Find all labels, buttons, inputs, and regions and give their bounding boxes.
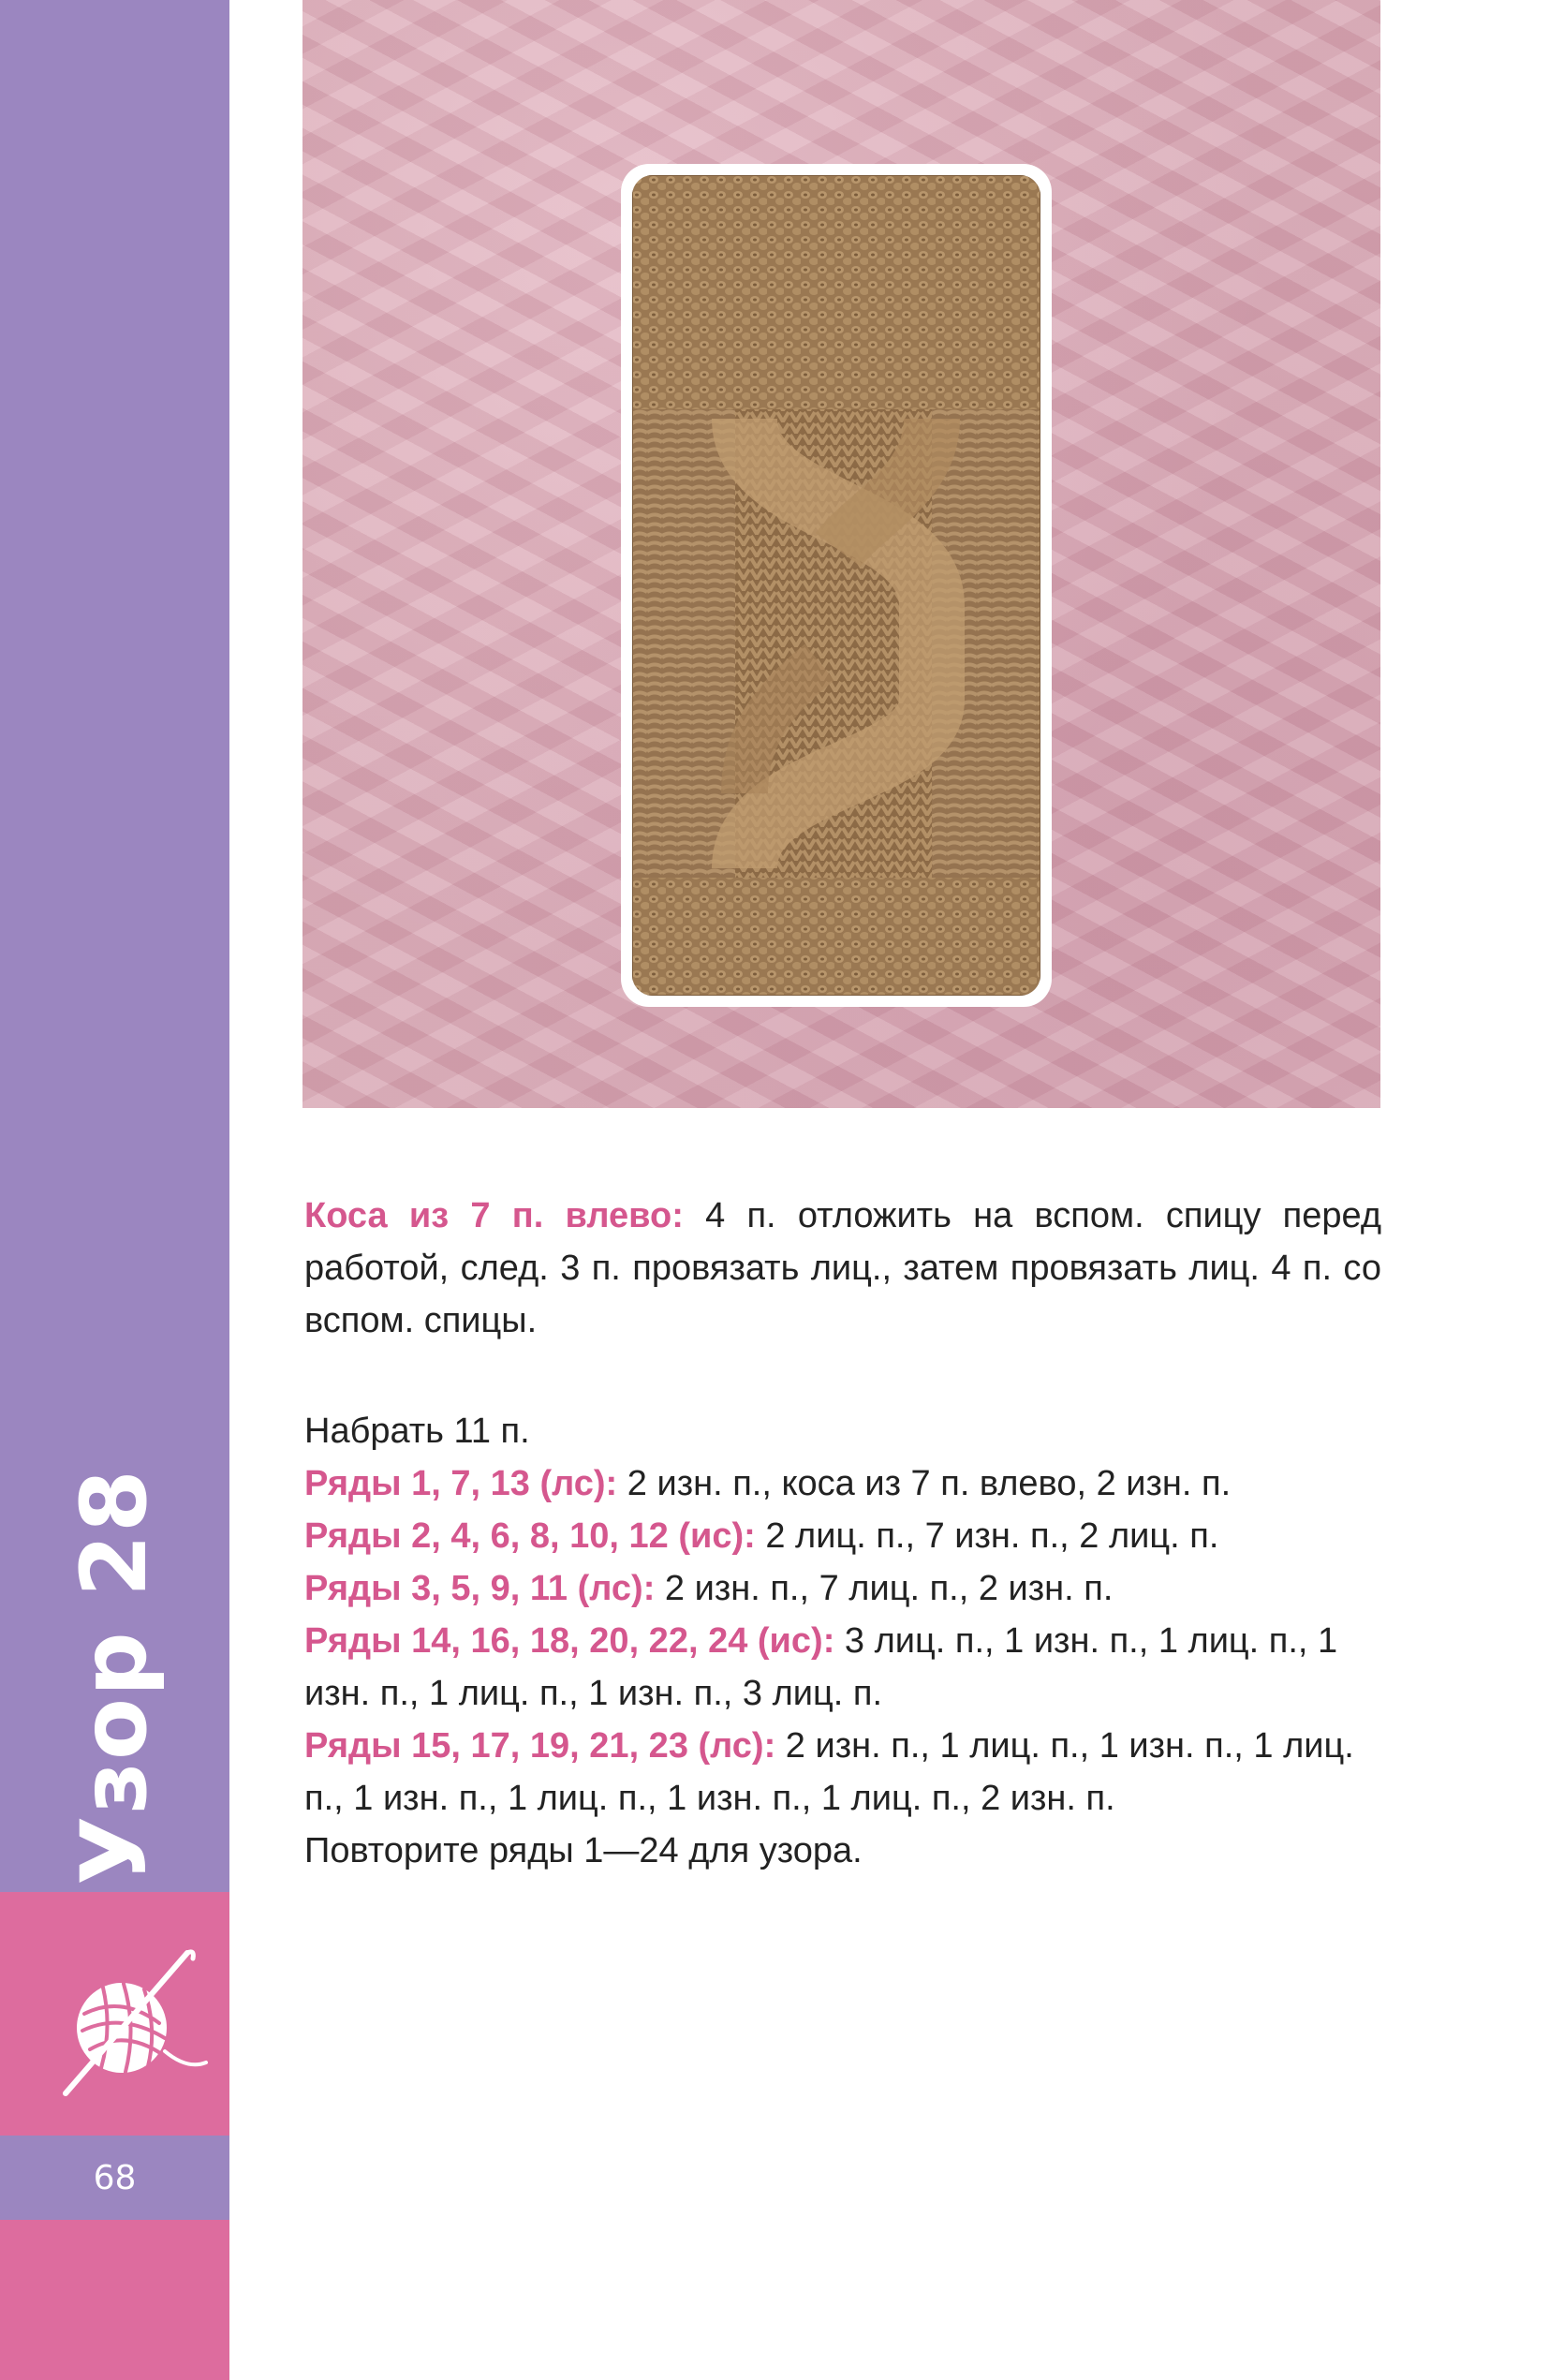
page-number: 68 (93, 2158, 137, 2197)
sidebar-bottom-band (0, 2220, 229, 2380)
pattern-title: Узор 28 (62, 1468, 167, 1885)
row-instruction (304, 1510, 1381, 1562)
cable-definition-term: Коса из 7 п. влево: (304, 1196, 684, 1235)
row-label: Ряды 15, 17, 19, 21, 23 (лс): (304, 1726, 776, 1766)
page-number-bar (0, 2136, 229, 2220)
row-instruction (304, 1562, 1381, 1615)
row-text: 2 лиц. п., 7 изн. п., 2 лиц. п. (755, 1516, 1219, 1556)
cast-on-line: Набрать 11 п. (304, 1412, 530, 1451)
repeat-line: Повторите ряды 1—24 для узора. (304, 1831, 863, 1870)
row-text: 2 изн. п., 7 лиц. п., 2 изн. п. (655, 1569, 1114, 1608)
knit-swatch-photo (621, 164, 1052, 1007)
row-label: Ряды 14, 16, 18, 20, 22, 24 (ис): (304, 1621, 835, 1661)
row-label: Ряды 3, 5, 9, 11 (лс): (304, 1569, 656, 1608)
pattern-instructions (304, 1190, 1381, 1877)
row-instruction (304, 1615, 1381, 1720)
yarn-ball-crochet-hook-icon (47, 1939, 215, 2107)
row-text: 2 изн. п., 1 лиц. п., 1 изн. п., 1 лиц. п., 1 изн. п., 1 лиц. п., 1 изн. п., 1 лиц. п., 2 изн. п. (304, 1726, 1354, 1818)
row-instruction (304, 1720, 1381, 1825)
row-text: 2 изн. п., коса из 7 п. влево, 2 изн. п. (617, 1464, 1232, 1503)
row-label: Ряды 2, 4, 6, 8, 10, 12 (ис): (304, 1516, 756, 1556)
sidebar-logo-band (0, 1892, 229, 2136)
cable-definition (304, 1190, 1381, 1347)
sidebar-band (0, 0, 229, 1892)
row-instruction (304, 1457, 1381, 1510)
cable-definition-text: 4 п. отложить на вспом. спицу перед работой, след. 3 п. провязать лиц., затем провязать лиц. 4 п. со вспом. спицы. (304, 1196, 1381, 1340)
row-text: 3 лиц. п., 1 изн. п., 1 лиц. п., 1 изн. п., 1 лиц. п., 1 изн. п., 3 лиц. п. (304, 1621, 1338, 1713)
row-label: Ряды 1, 7, 13 (лс): (304, 1464, 618, 1503)
cable-swatch-image (632, 175, 1040, 996)
